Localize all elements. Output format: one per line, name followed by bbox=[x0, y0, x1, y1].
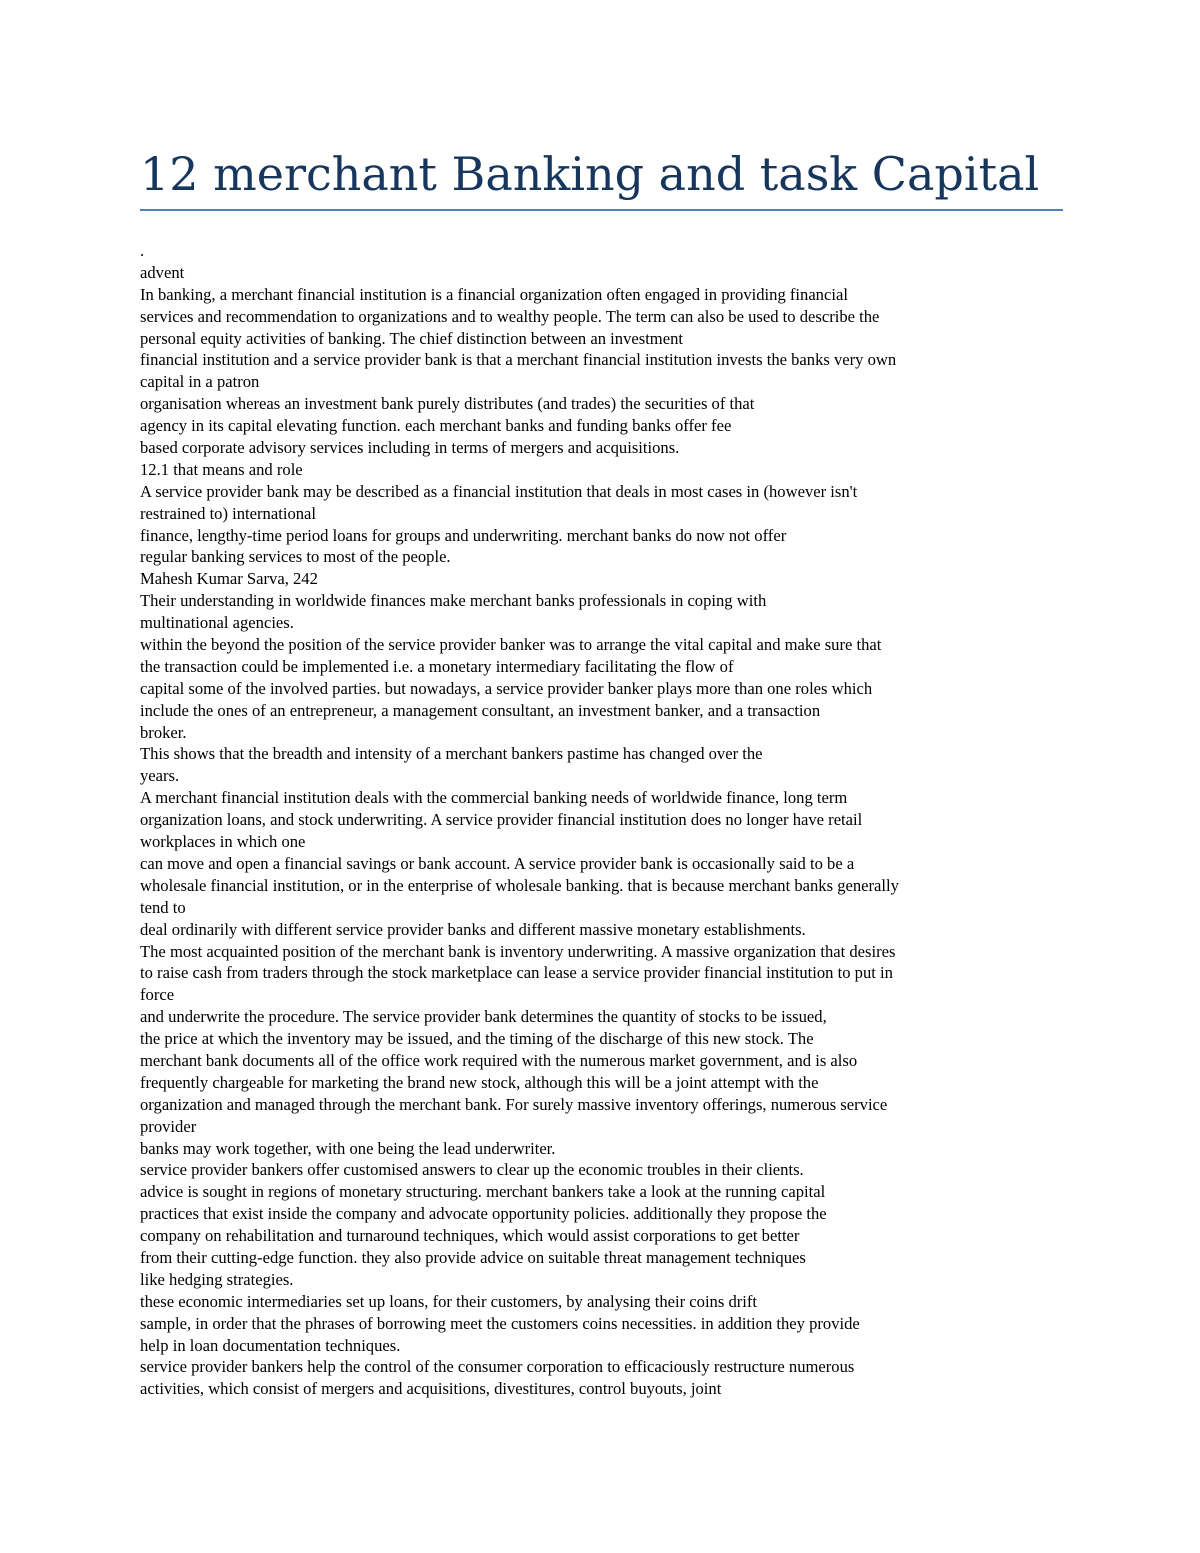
body-text-line: force bbox=[140, 985, 175, 1005]
body-text-line: help in loan documentation techniques. bbox=[140, 1335, 401, 1355]
body-text-line: to raise cash from traders through the stock marketplace can lease a service provider financial institution to put in bbox=[140, 963, 893, 983]
body-text-line: like hedging strategies. bbox=[140, 1269, 294, 1289]
body-text-line: advent bbox=[140, 262, 185, 282]
body-text-line: service provider bankers offer customised answers to clear up the economic troubles in their clients. bbox=[140, 1160, 804, 1180]
body-text-line: frequently chargeable for marketing the brand new stock, although this will be a joint attempt with the bbox=[140, 1072, 819, 1092]
body-text-line: and underwrite the procedure. The service provider bank determines the quantity of stocks to be issued, bbox=[140, 1007, 827, 1027]
document-title: 12 merchant Banking and task Capital bbox=[140, 147, 1040, 201]
body-text-line: service provider bankers help the control of the consumer corporation to efficaciously restructure numerous bbox=[140, 1357, 855, 1377]
body-text-line: agency in its capital elevating function. each merchant banks and funding banks offer fee bbox=[140, 416, 732, 436]
body-text-line: This shows that the breadth and intensity of a merchant bankers pastime has changed over the bbox=[140, 744, 763, 764]
body-text-line: capital some of the involved parties. but nowadays, a service provider banker plays more than one roles which bbox=[140, 678, 873, 698]
body-text-line: advice is sought in regions of monetary structuring. merchant bankers take a look at the running capital bbox=[140, 1182, 826, 1202]
body-text-line: A merchant financial institution deals with the commercial banking needs of worldwide finance, long term bbox=[140, 788, 848, 808]
body-text-line: . bbox=[140, 241, 145, 260]
title-underline bbox=[140, 209, 1063, 211]
body-text-line: tend to bbox=[140, 897, 186, 917]
body-text-line: organization and managed through the merchant bank. For surely massive inventory offerings, numerous service bbox=[140, 1094, 888, 1114]
body-text-line: organization loans, and stock underwriting. A service provider financial institution does no longer have retail bbox=[140, 810, 863, 830]
body-text-line: In banking, a merchant financial institution is a financial organization often engaged in providing financial bbox=[140, 284, 848, 304]
body-text-line: broker. bbox=[140, 722, 187, 742]
body-text-line: The most acquainted position of the merchant bank is inventory underwriting. A massive organization that desires bbox=[140, 941, 896, 961]
body-text-line: years. bbox=[140, 766, 180, 786]
body-text-line: 12.1 that means and role bbox=[140, 459, 303, 479]
body-text-line: finance, lengthy-time period loans for groups and underwriting. merchant banks do now not offer bbox=[140, 525, 787, 545]
body-text-line: company on rehabilitation and turnaround techniques, which would assist corporations to get better bbox=[140, 1226, 800, 1246]
body-text-line: services and recommendation to organizations and to wealthy people. The term can also be used to describe the bbox=[140, 306, 880, 326]
body-text-line: Their understanding in worldwide finances make merchant banks professionals in coping with bbox=[140, 591, 767, 611]
body-text-line: these economic intermediaries set up loans, for their customers, by analysing their coins drift bbox=[140, 1291, 758, 1311]
body-text-line: A service provider bank may be described as a financial institution that deals in most cases in (however isn't bbox=[140, 481, 858, 501]
body-text-line: capital in a patron bbox=[140, 372, 260, 392]
body-text-line: activities, which consist of mergers and acquisitions, divestitures, control buyouts, joint bbox=[140, 1379, 722, 1399]
body-text-line: financial institution and a service provider bank is that a merchant financial institution invests the banks very own bbox=[140, 350, 897, 370]
body-text-line: within the beyond the position of the service provider banker was to arrange the vital capital and make sure that bbox=[140, 635, 882, 655]
body-text-line: the transaction could be implemented i.e. a monetary intermediary facilitating the flow of bbox=[140, 656, 734, 676]
body-text-line: from their cutting-edge function. they also provide advice on suitable threat management techniques bbox=[140, 1247, 806, 1267]
body-text-line: personal equity activities of banking. The chief distinction between an investment bbox=[140, 328, 683, 348]
body-text-line: provider bbox=[140, 1116, 197, 1136]
body-text-line: multinational agencies. bbox=[140, 613, 294, 633]
body-text-line: Mahesh Kumar Sarva, 242 bbox=[140, 569, 318, 589]
body-text-line: merchant bank documents all of the office work required with the numerous market government, and is also bbox=[140, 1050, 858, 1070]
body-text-line: sample, in order that the phrases of borrowing meet the customers coins necessities. in addition they provide bbox=[140, 1313, 860, 1333]
body-text-line: wholesale financial institution, or in the enterprise of wholesale banking. that is because merchant banks generally bbox=[140, 875, 899, 895]
body-text-line: practices that exist inside the company and advocate opportunity policies. additionally they propose the bbox=[140, 1204, 827, 1224]
body-text-line: based corporate advisory services including in terms of mergers and acquisitions. bbox=[140, 438, 680, 458]
body-text-line: organisation whereas an investment bank purely distributes (and trades) the securities of that bbox=[140, 394, 755, 414]
document-body bbox=[140, 240, 1070, 1400]
body-text-line: regular banking services to most of the people. bbox=[140, 547, 451, 567]
body-text-line: deal ordinarily with different service provider banks and different massive monetary establishments. bbox=[140, 919, 806, 939]
body-text-line: can move and open a financial savings or bank account. A service provider bank is occasionally said to be a bbox=[140, 853, 855, 873]
body-text-line: restrained to) international bbox=[140, 503, 317, 523]
body-text-line: the price at which the inventory may be issued, and the timing of the discharge of this new stock. The bbox=[140, 1029, 814, 1049]
body-text-line: workplaces in which one bbox=[140, 832, 306, 852]
body-text-line: banks may work together, with one being the lead underwriter. bbox=[140, 1138, 556, 1158]
body-text-line: include the ones of an entrepreneur, a management consultant, an investment banker, and a transaction bbox=[140, 700, 821, 720]
